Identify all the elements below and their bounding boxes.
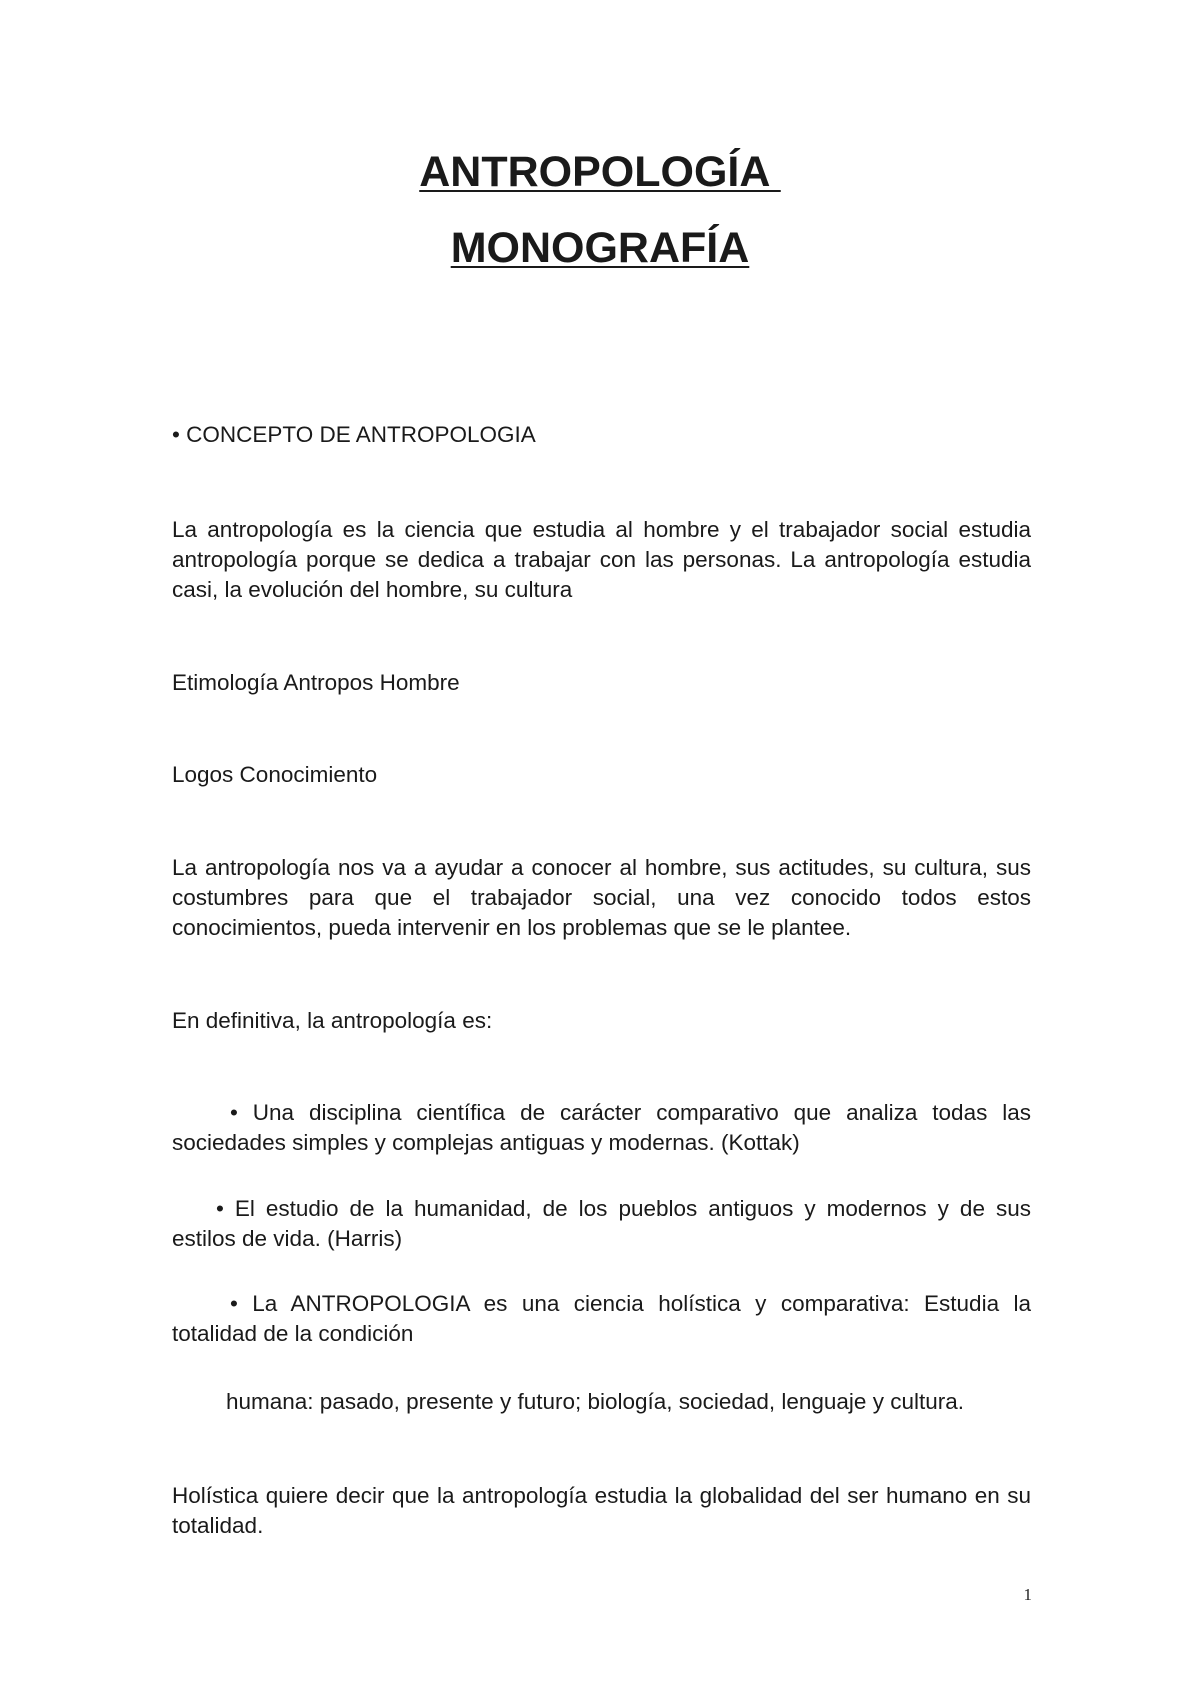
etymology-line-2: Logos Conocimiento bbox=[172, 762, 378, 787]
document-title-line-1: ANTROPOLOGÍA bbox=[419, 148, 781, 196]
document-title-line-2: MONOGRAFÍA bbox=[450, 224, 750, 272]
bullet-item-holistic: • La ANTROPOLOGIA es una ciencia holística y comparativa: Estudia la totalidad de la condición bbox=[172, 1291, 1031, 1346]
etymology-line-1: Etimología Antropos Hombre bbox=[172, 670, 460, 695]
section-heading: • CONCEPTO DE ANTROPOLOGIA bbox=[172, 422, 536, 447]
bullet-item-harris: • El estudio de la humanidad, de los pueblos antiguos y modernos y de sus estilos de vida. (Harris) bbox=[172, 1196, 1031, 1251]
page-number: 1 bbox=[1023, 1585, 1032, 1604]
paragraph-definition: La antropología es la ciencia que estudia al hombre y el trabajador social estudia antropología porque se dedica a trabajar con las personas. La antropología estudia casi, la evolución del hombre, su cultura bbox=[172, 517, 1031, 602]
paragraph-purpose: La antropología nos va a ayudar a conocer al hombre, sus actitudes, su cultura, sus costumbres para que el trabajador social, una vez conocido todos estos conocimientos, pueda intervenir en los problemas que se le plantee. bbox=[172, 855, 1031, 940]
bullet-item-holistic-continuation: humana: pasado, presente y futuro; biología, sociedad, lenguaje y cultura. bbox=[226, 1389, 964, 1414]
paragraph-holistic-definition: Holística quiere decir que la antropología estudia la globalidad del ser humano en su totalidad. bbox=[172, 1483, 1031, 1538]
bullet-item-kottak: • Una disciplina científica de carácter comparativo que analiza todas las sociedades simples y complejas antiguas y modernas. (Kottak) bbox=[172, 1100, 1031, 1155]
paragraph-summary-intro: En definitiva, la antropología es: bbox=[172, 1008, 493, 1033]
